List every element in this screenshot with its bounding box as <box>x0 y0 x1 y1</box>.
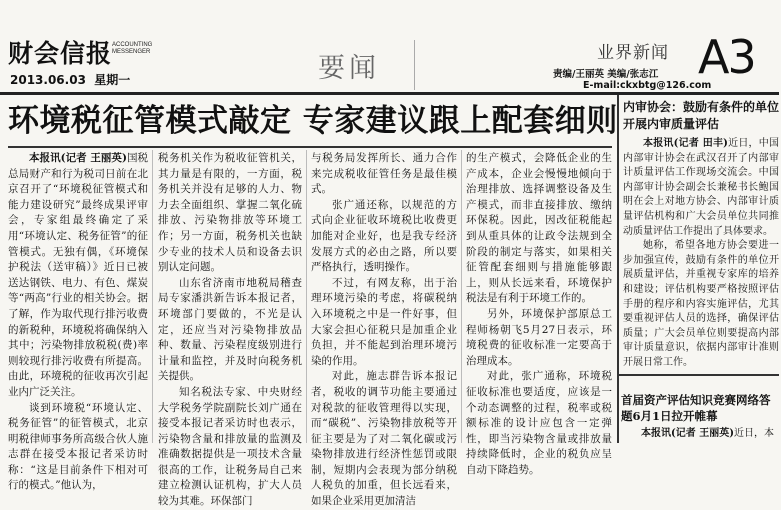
article-paragraph: 与税务局发挥所长、通力合作来完成税收征管任务是最佳模式。 <box>311 152 457 196</box>
article-paragraph: 另外，环境保护部原总工程师杨朝飞5月27日表示，环境税费的征收标准一定要高于治理成本。 <box>466 307 612 367</box>
section-title: 要闻 <box>318 53 380 84</box>
column-divider <box>152 150 153 443</box>
sidebar <box>617 95 781 443</box>
article-paragraph: 知名税法专家、中央财经大学税务学院副院长刘广通在接受本报记者采访时也表示，污染物含量和排放量的监测及准确数据提供是一项技术含量很高的工作，让税务局自己来建立检测认证机构，扩大人员较为其难。环保部门 <box>158 385 302 508</box>
article-paragraph: 张广通还称，以规范的方式向企业征收环境税比收费更加能对企业好，也是我专经济发展方式的必由之路，所以要严格执行，透明操作。 <box>311 198 457 274</box>
sidebar-headline-2: 首届资产评估知识竞赛网络答题6月1日拉开帷幕 <box>621 393 771 423</box>
logo-english: ACCOUNTING MESSENGER <box>112 42 153 55</box>
sidebar-headline: 内审协会：鼓励有条件的单位开展内审质量评估 <box>623 100 780 131</box>
sidebar-paragraph: 她称，希望各地方协会要进一步加强宣传，鼓励有条件的单位开展质量评估，并重视专家库的培养和建设；评估机构要严格按照评估手册的程序和内容实施评估，尤其要重视评估人员的选择，确保评估质量；广大会员单位则要提高内部审计质量意识，依据内部审计准则开展日常工作。 <box>623 240 779 368</box>
channel-title: 业界新闻 <box>597 43 669 63</box>
page-code: A3 <box>698 30 755 84</box>
sidebar-story <box>623 99 779 369</box>
article-column-4 <box>466 151 612 476</box>
sidebar-divider <box>619 374 779 376</box>
masthead <box>0 0 779 92</box>
sidebar-paragraph: 本报讯(记者 王丽英)近日，本 <box>641 428 774 439</box>
contact-email: E-mail:ckxbtg@126.com <box>583 80 712 91</box>
article-paragraph: 本报讯(记者 王丽英)国税总局财产和行为税司日前在北京召开了“环境税征管模式和能力建设研究”最终成果评审会，专家组最终确定了采用“环境认定、税务征管”的征管模式。无独有偶，《环境保护税法（送审稿）》近日已被送达钢铁、电力、有色、煤炭等“两高”行业的相关协会。据了解，作为取代现行排污收费的新税种，环境税将确保纳入其中；污染物排放税税(费)率则较现行排污收费有所提高。由此，环境税的征收再次引起业内广泛关注。 <box>8 152 149 398</box>
divider <box>414 40 415 90</box>
sidebar-story-2 <box>621 392 777 443</box>
sidebar-body <box>623 137 779 371</box>
article-paragraph: 不过，有网友称，出于治理环境污染的考虑，将碳税纳入环境税之中是一件好事，但大家会担心征税只是加重企业负担，并不能起到治理环境污染的作用。 <box>311 276 457 367</box>
article-column-2 <box>158 151 302 508</box>
issue-date: 2013.06.03 星期一 <box>10 73 131 87</box>
article-paragraph: 的生产模式，会降低企业的生产成本，企业会慢慢地倾向于治理排放、选择调整设备及生产模式，而非直接排放、缴纳环保税。因此，因改征税能起到从重具体的让政令法规到全阶段的制定与落实，如果相关征管配套细则与措施能够跟上，则从长远来看，环境保护税法是有利于环境工作的。 <box>466 152 612 305</box>
article-paragraph: 对此，施志群告诉本报记者，税收的调节功能主要通过对税款的征收管理得以实现，而“碳税”、污染物排放税等开征主要是为了对二氧化碳或污染物排放进行经济性惩罚或限制，短期内会表现为部分纳税人税负的加重，但长远看来，如果企业采用更加清洁 <box>311 370 457 508</box>
headline-rule <box>8 146 612 148</box>
column-divider <box>306 150 307 443</box>
article-headline: 环境税征管模式敲定 专家建议跟上配套细则 <box>8 103 618 139</box>
article-column-3 <box>311 151 457 508</box>
article-paragraph: 山东省济南市地税局稽查局专家潘洪新告诉本报记者，环境部门要做的，不光是认定，还应当对污染物排放品种、数量、污染程度级别进行计量和监控，并及时向税务机关提供。 <box>158 276 302 383</box>
article-paragraph: 税务机关作为税收征管机关，其力量是有限的，一方面，税务机关并没有足够的人力、物力去全面组织、掌握二氧化硫排放、污染物排放等环境工作；另一方面，税务机关也缺少专业的技术人员和设备去识别认定问题。 <box>158 152 302 274</box>
article-column-1 <box>8 151 149 492</box>
column-divider <box>461 150 462 443</box>
sidebar-body-2 <box>621 427 777 442</box>
editors-credit: 责编/王丽英 美编/张志江 <box>553 69 659 80</box>
sidebar-paragraph: 本报讯(记者 田丰)近日，中国内部审计协会在武汉召开了内部审计质量评估工作现场交流会。中国内部审计协会副会长兼秘书长鲍国明在会上对地方协会、内部审计质量评估机构和广大会员单位共同推动质量评估工作提出了具体要求。 <box>623 138 779 237</box>
article-paragraph: 谈到环境税“环境认定、税务征管”的征管模式，北京明税律师事务所高级合伙人施志群在接受本报记者采访时称：“这是目前条件下相对可行的模式。”他认为， <box>8 401 148 492</box>
article-paragraph: 对此，张广通称，环境税征收标准也要适度，应该是一个动态调整的过程，税率或税额标准的设计应包含一定弹性，即当污染物含量或排放量持续降低时，企业的税负应呈自动下降趋势。 <box>466 370 612 476</box>
newspaper-logo: 财会信报 <box>8 39 113 68</box>
